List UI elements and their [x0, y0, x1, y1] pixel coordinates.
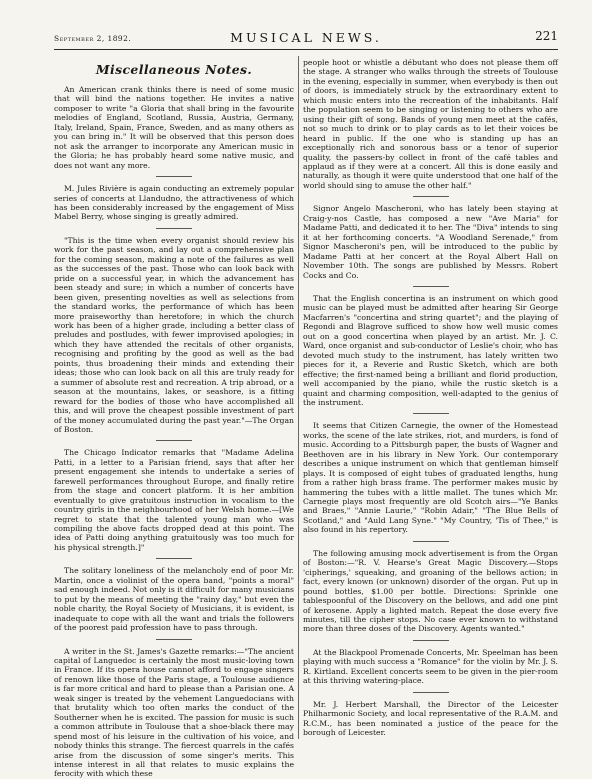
article-paragraph: An American crank thinks there is need of some music that will bind the nations together. He invites a native composer to write "a Gloria that shall bring in the favourite melodies of England, Scotland, Russia, Austria, Germany, Italy, Ireland, Spain, France, Sweden, and as many others as you can bring in." It will be observed that this person does not ask the arranger to incorporate any American music in the Gloria; he has probably heard some native music, and does not want any more. [54, 85, 294, 170]
divider [413, 541, 449, 542]
divider [156, 558, 192, 559]
header-rule [54, 49, 558, 50]
divider [413, 286, 449, 287]
article-paragraph: At the Blackpool Promenade Concerts, Mr. Speelman has been playing with much success a "Romance" for the violin by Mr. J. S. R. Kirtland. Excellent concerts seem to be given in the pier-room at this thriving watering-place. [303, 647, 558, 686]
page-number: 221 [535, 29, 558, 43]
divider [413, 413, 449, 414]
left-column [54, 58, 294, 779]
column-divider [298, 56, 299, 739]
article-paragraph: M. Jules Rivière is again conducting an extremely popular series of concerts at Llandudno, the attractiveness of which has been considerably increased by the engagement of Miss Mabel Berry, whose singing is greatly admired. [54, 184, 294, 222]
divider [156, 176, 192, 177]
right-column [303, 58, 558, 739]
divider [413, 692, 449, 693]
article-paragraph: "This is the time when every organist should review his work for the past season, and lay out a comprehensive plan for the coming season, making a note of the failures as well as the successes of the past. Those who can look back with pride on a successful year, in which the advancement has been steady and sure; in which a number of concerts have been given, presenting novelties as well as selections from the standard works, the performance of which has been more praiseworthy than heretofore; in which the church work has been of a higher grade, including a better class of preludes and postludes, with fewer improvised apologies; in which they have attended the recitals of other organists, recognising and profiting by the good as well as the bad points, thus broadening their minds and extending their ideas; those who can look back on all this are truly ready for a summer of absolute rest and recreation. A trip abroad, or a season at the mountains, lakes, or seashore, is a fitting reward for the bodies of those who have accomplished all this, and will prove the cheapest possible investment of part of the money accumulated during the past year."—The Organ of Boston. [54, 235, 294, 434]
divider [413, 640, 449, 641]
article-paragraph: Mr. J. Herbert Marshall, the Director of the Leicester Philharmonic Society, and local representative of the R.A.M. and R.C.M., has been nominated a justice of the peace for the borough of Leicester. [303, 699, 558, 738]
article-paragraph: The following amusing mock advertisement is from the Organ of Boston:—"R. V. Hearse's Great Magic Discovery.—Stops 'cipherings,' squeaking, and groaning of the bellows action; in fact, every known (or unknown) disorder of the organ. Put up in pound bottles, $1.00 per bottle. Directions: Sprinkle one tablespoonful of the Discovery on the bellows, and add one pint of kerosene. Apply a lighted match. Repeat the dose every five minutes, till the cipher stops. No case ever known to withstand more than three doses of the Discovery. Agents wanted." [303, 548, 558, 634]
article-paragraph: The Chicago Indicator remarks that "Madame Adelina Patti, in a letter to a Parisian friend, says that after her present engagement she intends to undertake a series of farewell performances throughout Europe, and finally retire from the stage and concert platform. It is her ambition eventually to give gratuitous instruction in vocalism to the country girls in the neighbourhood of her Welsh home.—[We regret to state that the talented young man who was compiling the above facts dropped dead at this point. The idea of Patti doing anything gratuitously was too much for his physical strength.]" [54, 448, 294, 552]
section-title: Miscellaneous Notes. [95, 62, 253, 77]
article-paragraph: The solitary loneliness of the melancholy end of poor Mr. Martin, once a violinist of the opera band, "points a moral" sad enough indeed. Not only is it difficult for many musicians to put by the means of meeting the "rainy day," but even the noble charity, the Royal Society of Musicians, it is evident, is inadequate to cope with all the want and trials the followers of the poorest paid profession have to pass through. [54, 566, 294, 633]
article-paragraph: A writer in the St. James's Gazette remarks:—"The ancient capital of Languedoc is certainly the most music-loving town in France. If its opera house cannot afford to engage singers of renown like those of the Paris stage, a Toulouse audience is far more critical and hard to please than a Parisian one. A weak singer is treated by the vehement Languedocians with that brutality which too often marks the conduct of the Southerner when he is excited. The passion for music is such a common attribute in Toulouse that a shoe-black there may spend most of his leisure in the cultivation of his voice, and nobody thinks this strange. The fiercest quarrels in the cafés arise from the discussion of some singer's merits. This intense interest in all that relates to music explains the ferocity with which these [54, 646, 294, 779]
publication-title: MUSICAL NEWS. [230, 30, 382, 45]
divider [413, 196, 449, 197]
article-paragraph: That the English concertina is an instrument on which good music can be played must be admitted after hearing Sir George Macfarren's "concertina and string quartet"; and the playing of Regondi and Blagrove sufficed to show how well music comes out on a good concertina when played by an artist. Mr. J. C. Ward, once organist and sub-conductor of Leslie's choir, who has devoted much study to the instrument, has lately written two pieces for it, a Reverie and Rustic Sketch, which are both effective; the first-named being a brilliant and florid production, well accompanied by the piano, while the rustic sketch is a quaint and charming composition, well-adapted to the genius of the instrument. [303, 293, 558, 407]
article-paragraph: people hoot or whistle a débutant who does not please them off the stage. A stranger who walks through the streets of Toulouse in the evening, especially in summer, when everybody is then out of doors, is immediately struck by the extraordinary extent to which music enters into the recreation of the inhabitants. Half the population seem to be singing or listening to others who are using their gift of song. Bands of young men meet at the cafés, not so much to drink or to play cards as to let their voices be heard in public. If the one who is standing up has an exceptionally rich and sonorous bass or a tenor of superior quality, the passers-by collect in front of the café tables and applaud as if they were at a concert. All this is done easily and naturally, as though it were quite understood that one half of the world should sing to amuse the other half." [303, 58, 558, 190]
divider [156, 639, 192, 640]
divider [156, 440, 192, 441]
page-header [54, 28, 558, 46]
article-paragraph: Signor Angelo Mascheroni, who has lately been staying at Craig-y-nos Castle, has composed a new "Ave Maria" for Madame Patti, and dedicated it to her. The "Diva" intends to sing it at her forthcoming concerts. "A Woodland Serenade," from Signor Mascheroni's pen, will be introduced to the public by Madame Patti at her concert at the Royal Albert Hall on November 10th. The songs are published by Messrs. Robert Cocks and Co. [303, 204, 558, 280]
divider [156, 228, 192, 229]
article-paragraph: It seems that Citizen Carnegie, the owner of the Homestead works, the scene of the late strikes, riot, and murders, is fond of music. According to a Pittsburgh paper, the busts of Wagner and Beethoven are in his library in New York. Our contemporary describes a unique instrument on which that gentleman himself plays. It is composed of eight tubes of graduated lengths, hung from a rather high brass frame. The performer makes music by hammering the tubes with a little mallet. The tunes which Mr. Carnegie plays most frequently are old Scotch airs—"Ye Banks and Braes," "Annie Laurie," "Robin Adair," "The Blue Bells of Scotland," and "Auld Lang Syne." "My Country, 'Tis of Thee," is also found in his repertory. [303, 421, 558, 535]
issue-date: September 2, 1892. [54, 34, 132, 43]
